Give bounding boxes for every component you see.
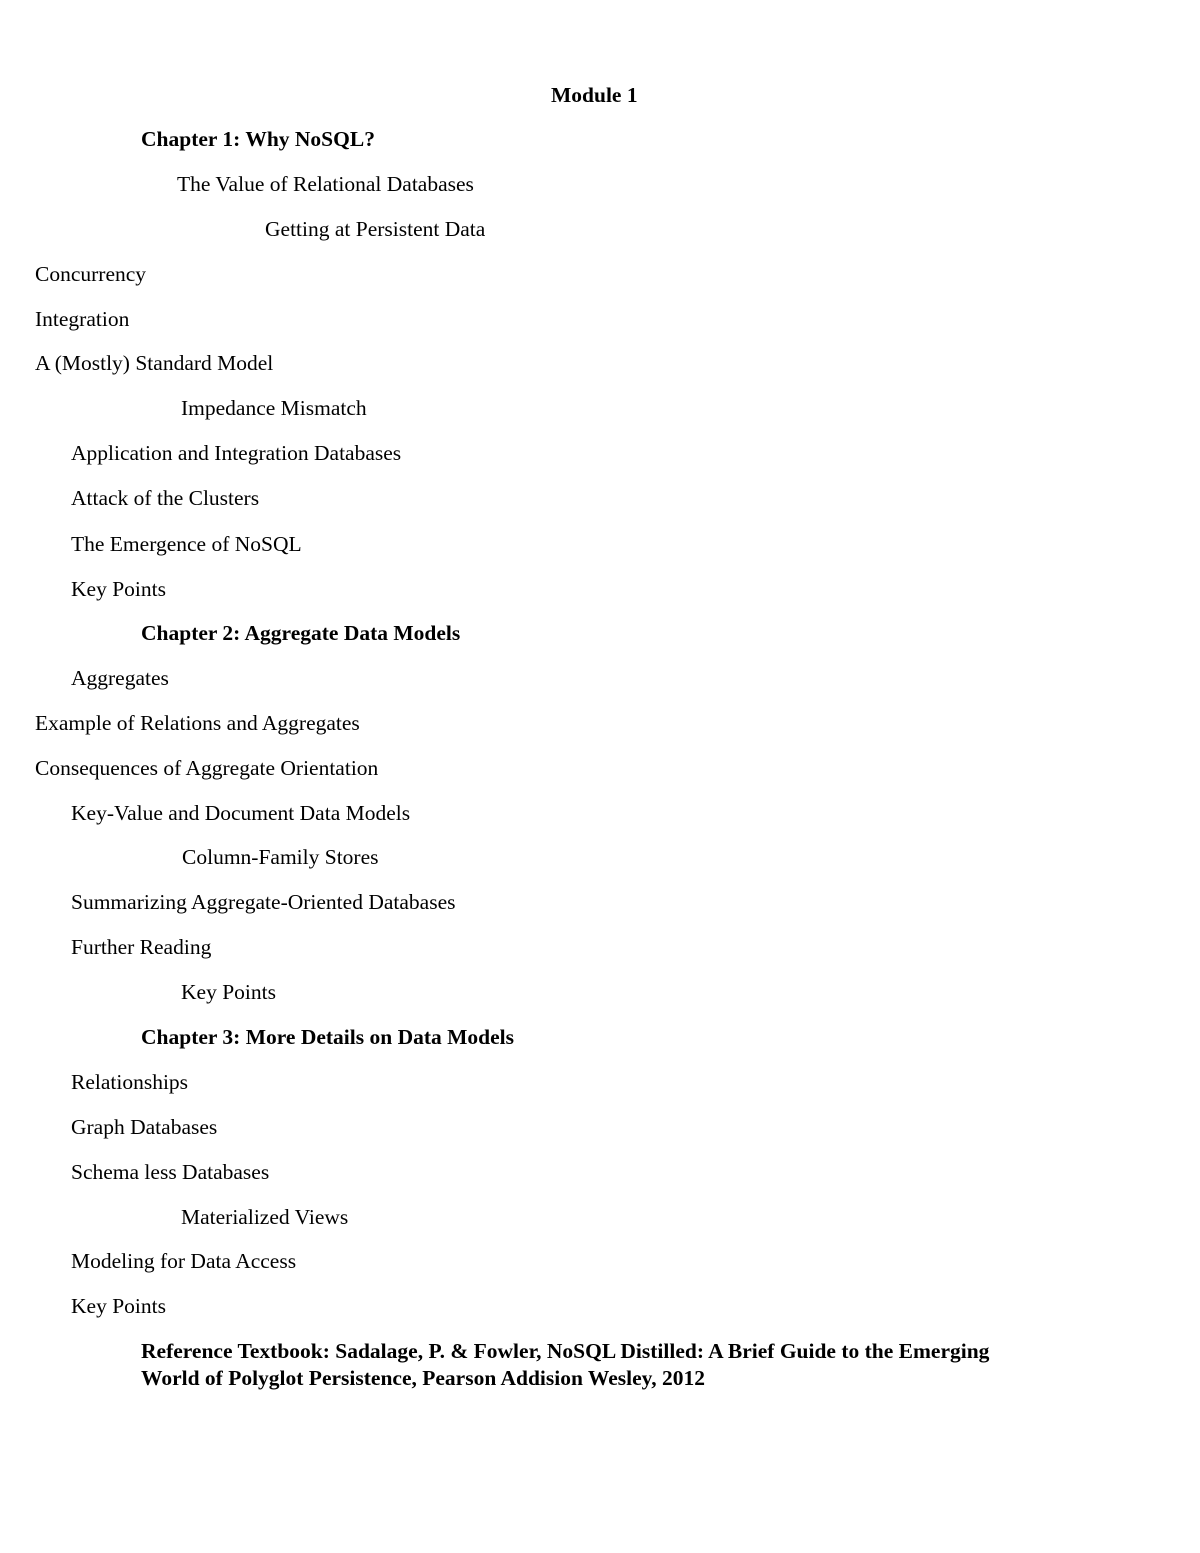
toc-entry: Further Reading (71, 935, 212, 959)
toc-entry: Impedance Mismatch (181, 396, 367, 420)
chapter-3-heading: Chapter 3: More Details on Data Models (141, 1025, 515, 1049)
toc-entry: Example of Relations and Aggregates (35, 711, 360, 735)
toc-entry: Key Points (71, 577, 166, 601)
toc-entry: The Value of Relational Databases (177, 172, 474, 196)
toc-entry: Summarizing Aggregate-Oriented Databases (71, 890, 456, 914)
toc-entry: Materialized Views (181, 1205, 349, 1229)
toc-entry: Column-Family Stores (182, 845, 379, 869)
toc-entry: Integration (35, 307, 130, 331)
chapter-2-heading: Chapter 2: Aggregate Data Models (141, 621, 461, 645)
chapter-1-heading: Chapter 1: Why NoSQL? (141, 127, 375, 151)
toc-entry: Schema less Databases (71, 1160, 270, 1184)
toc-entry: Aggregates (71, 666, 169, 690)
toc-entry: Key Points (71, 1294, 166, 1318)
reference-textbook: Reference Textbook: Sadalage, P. & Fowler, NoSQL Distilled: A Brief Guide to the Emerging World of Polyglot Persistence, Pearson Addision Wesley, 2012 (141, 1339, 990, 1390)
toc-entry: Key-Value and Document Data Models (71, 801, 411, 825)
toc-entry: Attack of the Clusters (71, 486, 260, 510)
toc-entry: Consequences of Aggregate Orientation (35, 756, 379, 780)
toc-entry: Getting at Persistent Data (265, 217, 486, 241)
toc-entry: Relationships (71, 1070, 189, 1094)
toc-entry: The Emergence of NoSQL (71, 532, 302, 556)
toc-entry: Application and Integration Databases (71, 441, 402, 465)
toc-entry: Key Points (181, 980, 276, 1004)
toc-entry: Modeling for Data Access (71, 1249, 297, 1273)
module-title: Module 1 (551, 83, 638, 107)
toc-entry: Graph Databases (71, 1115, 218, 1139)
toc-entry: A (Mostly) Standard Model (35, 351, 274, 375)
toc-entry: Concurrency (35, 262, 147, 286)
